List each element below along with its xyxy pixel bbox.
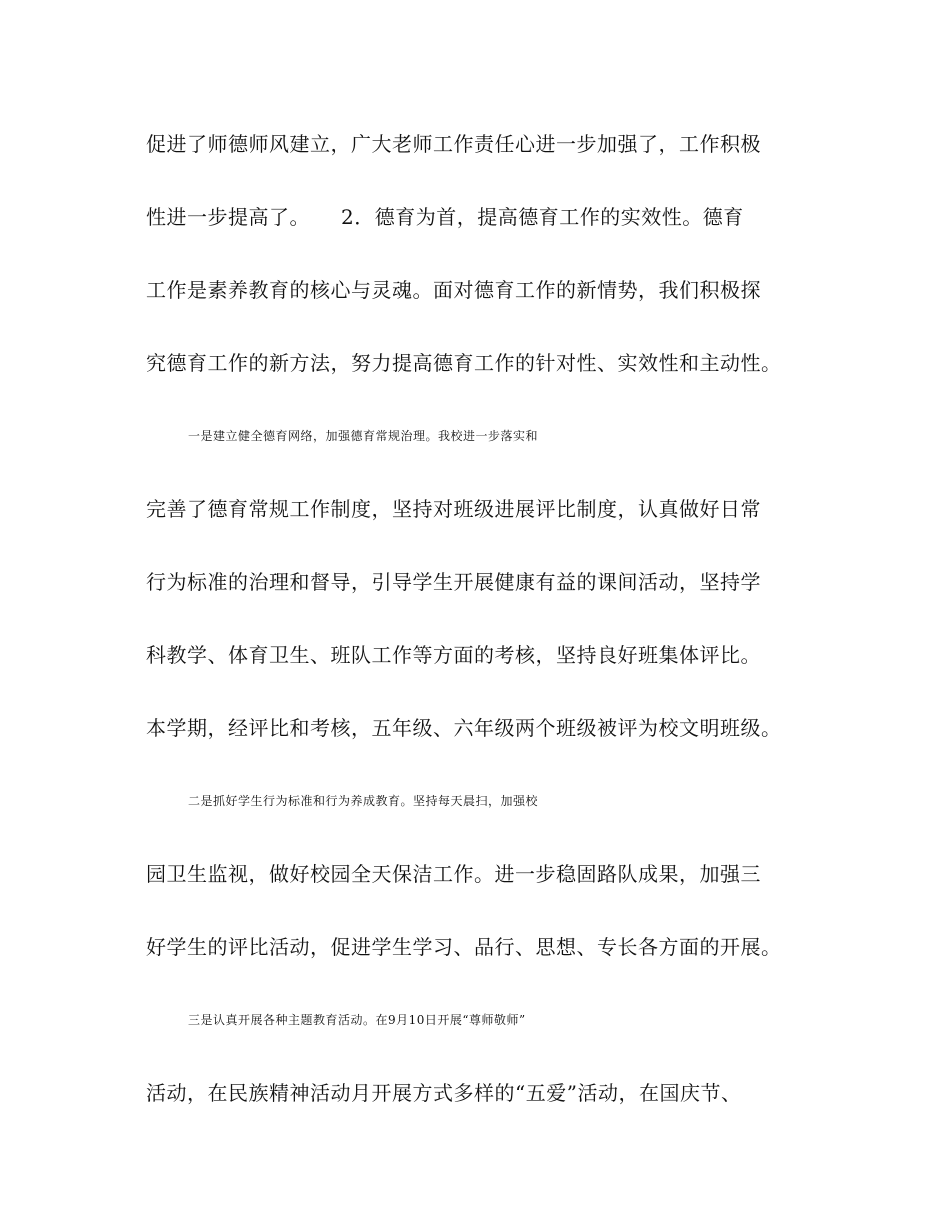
text-line: 性进一步提高了。 2．德育为首，提高德育工作的实效性。德育 <box>146 205 744 229</box>
text-line: 一是建立健全德育网络，加强德育常规治理。我校进一步落实和 <box>188 429 539 443</box>
text-line: 本学期，经评比和考核，五年级、六年级两个班级被评为校文明班级。 <box>146 716 782 740</box>
text-line: 好学生的评比活动，促进学生学习、品行、思想、专长各方面的开展。 <box>146 935 782 959</box>
text-line: 究德育工作的新方法，努力提高德育工作的针对性、实效性和主动性。 <box>146 351 782 375</box>
text-line: 三是认真开展各种主题教育活动。在9月10日开展“尊师敬师” <box>188 1013 526 1027</box>
text-line: 完善了德育常规工作制度，坚持对班级进展评比制度，认真做好日常 <box>146 497 761 521</box>
text-line: 二是抓好学生行为标准和行为养成教育。坚持每天晨扫，加强校 <box>188 794 539 808</box>
text-line: 园卫生监视，做好校园全天保洁工作。进一步稳固路队成果，加强三 <box>146 862 761 886</box>
text-line: 科教学、体育卫生、班队工作等方面的考核，坚持良好班集体评比。 <box>146 643 761 667</box>
text-line: 行为标准的治理和督导，引导学生开展健康有益的课间活动，坚持学 <box>146 570 761 594</box>
text-line: 工作是素养教育的核心与灵魂。面对德育工作的新情势，我们积极探 <box>146 278 761 302</box>
text-line: 活动，在民族精神活动月开展方式多样的“五爱”活动，在国庆节、 <box>146 1081 742 1105</box>
text-line: 促进了师德师风建立，广大老师工作责任心进一步加强了，工作积极 <box>146 132 761 156</box>
